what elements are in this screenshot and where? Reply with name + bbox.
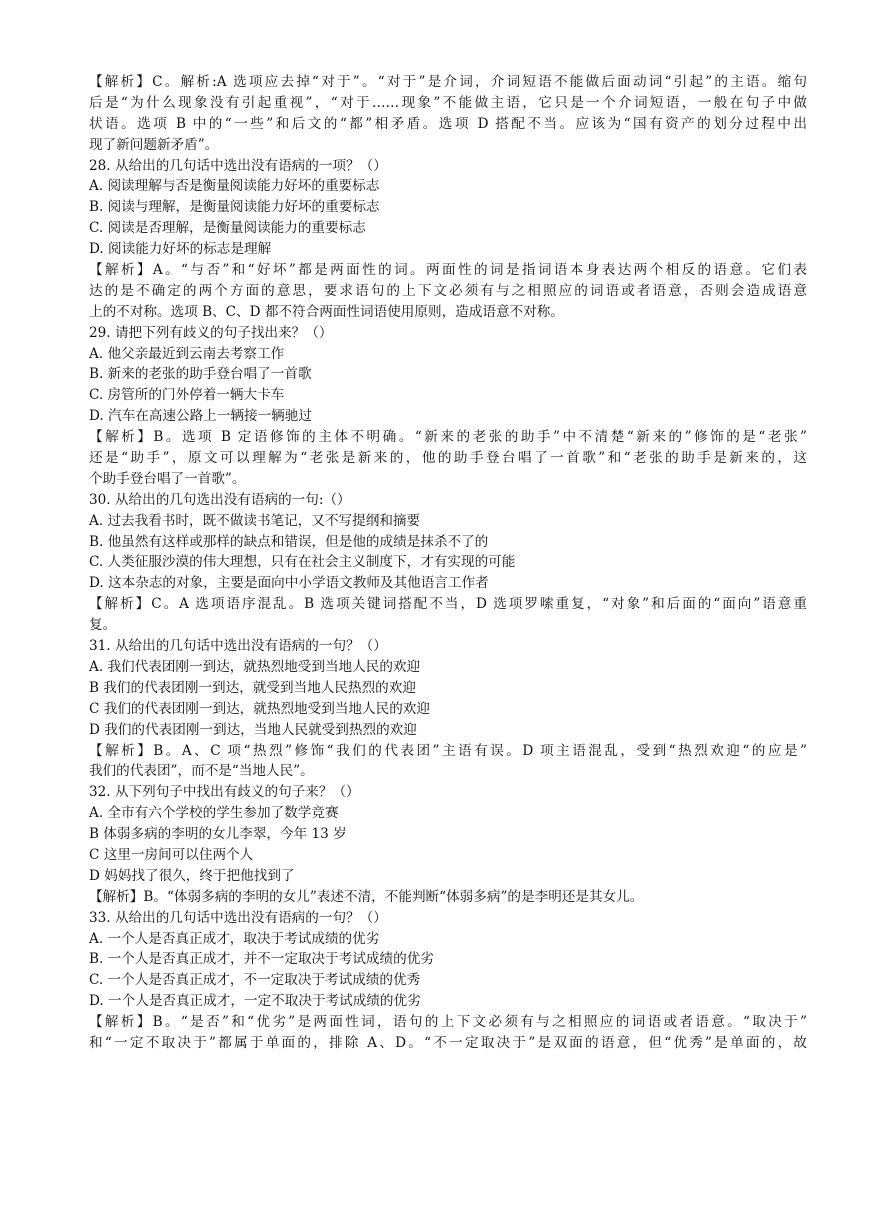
text-line: 复。	[89, 617, 117, 634]
option-c: C 这里一房间可以住两个人	[89, 846, 254, 863]
text-line: 上的不对称。选项 B、C、D 都不符合两面性词语使用原则，造成语意不对称。	[89, 303, 564, 320]
text-line: 和“一定不取决于”都属于单面的，排除 A、D。“不一定取决于”是双面的语意，但“优秀”是单面的，故	[89, 1034, 807, 1051]
option-c: C. 房管所的门外停着一辆大卡车	[89, 387, 285, 404]
option-b: B 我们的代表团刚一到达，就受到当地人民热烈的欢迎	[89, 679, 416, 696]
question-29: 29. 请把下列有歧义的句子找出来？（）	[89, 324, 333, 341]
option-a: A. 一个人是否真正成才，取决于考试成绩的优劣	[89, 930, 380, 947]
analysis-line: 【解析】A。“与否”和“好坏”都是两面性的词。两面性的词是指词语本身表达两个相反的语意。它们表	[89, 262, 807, 279]
document-page	[89, 72, 807, 1054]
option-a: A. 过去我看书时，既不做读书笔记，又不写提纲和摘要	[89, 512, 421, 529]
analysis-line: 【解析】C。A 选项语序混乱。B 选项关键词搭配不当，D 选项罗嗦重复，“对象”和后面的“面向”语意重	[89, 596, 807, 613]
option-b: B 体弱多病的李明的女儿李翠，今年 13 岁	[89, 826, 347, 843]
question-32: 32. 从下列句子中找出有歧义的句子来？（）	[89, 784, 360, 801]
option-c: C 我们的代表团刚一到达，就热烈地受到当地人民的欢迎	[89, 700, 430, 717]
text-line: 【解析】C。解析:A 选项应去掉“对于”。“对于”是介词，介词短语不能做后面动词“引起”的主语。缩句	[89, 74, 807, 90]
text-line: 后是“为什么现象没有引起重视”，“对于……现象”不能做主语，它只是一个介词短语，一般在句子中做	[89, 94, 807, 111]
option-d: D. 一个人是否真正成才，一定不取决于考试成绩的优劣	[89, 993, 421, 1010]
text-line: 个助手登台唱了一首歌”。	[89, 470, 246, 487]
analysis-line: 【解析】B。选项 B 定语修饰的主体不明确。“新来的老张的助手”中不清楚“新来的”修饰的是“老张”	[89, 429, 807, 446]
option-d: D. 阅读能力好坏的标志是理解	[89, 241, 272, 258]
option-b: B. 新来的老张的助手登台唱了一首歌	[89, 366, 312, 383]
option-a: A. 全市有六个学校的学生参加了数学竞赛	[89, 805, 339, 822]
text-line: 还是“助手”，原文可以理解为“老张是新来的，他的助手登台唱了一首歌”和“老张的助手是新来的，这	[89, 450, 807, 467]
option-c: C. 人类征服沙漠的伟大理想，只有在社会主义制度下，才有实现的可能	[89, 554, 516, 571]
analysis-line: 【解析】B。“体弱多病的李明的女儿”表述不清，不能判断“体弱多病”的是李明还是其女儿。	[89, 888, 644, 905]
option-b: B. 阅读与理解，是衡量阅读能力好坏的重要标志	[89, 199, 380, 216]
text-line: 现了新问题新矛盾”。	[89, 136, 219, 153]
question-28: 28. 从给出的几句话中选出没有语病的一项？（）	[89, 157, 387, 174]
analysis-line: 【解析】B。A、C 项“热烈”修饰“我们的代表团”主语有误。D 项主语混乱，受到“热烈欢迎“的应是”	[89, 742, 807, 759]
option-d: D 妈妈找了很久，终于把他找到了	[89, 867, 295, 884]
option-d: D. 汽车在高速公路上一辆接一辆驰过	[89, 408, 312, 425]
question-31: 31. 从给出的几句话中选出没有语病的一句？（）	[89, 638, 387, 655]
option-c: C. 阅读是否理解，是衡量阅读能力的重要标志	[89, 220, 366, 237]
option-b: B. 一个人是否真正成才，并不一定取决于考试成绩的优劣	[89, 951, 434, 968]
question-33: 33. 从给出的几句话中选出没有语病的一句？（）	[89, 909, 387, 926]
text-line: 达的是不确定的两个方面的意思，要求语句的上下文必须有与之相照应的词语或者语意，否则会造成语意	[89, 282, 807, 299]
option-c: C. 一个人是否真正成才，不一定取决于考试成绩的优秀	[89, 972, 421, 989]
text-line: 状语。选项 B 中的“一些”和后文的“都”相矛盾。选项 D 搭配不当。应该为“国有资产的划分过程中出	[89, 115, 807, 132]
option-d: D 我们的代表团刚一到达，当地人民就受到热烈的欢迎	[89, 721, 417, 738]
analysis-line: 【解析】B。“是否”和“优劣”是两面性词，语句的上下文必须有与之相照应的词语或者语意。“取决于”	[89, 1014, 807, 1031]
option-a: A. 我们代表团刚一到达，就热烈地受到当地人民的欢迎	[89, 658, 421, 675]
text-line: 我们的代表团”，而不是“当地人民”。	[89, 763, 314, 780]
option-a: A. 他父亲最近到云南去考察工作	[89, 345, 285, 362]
option-b: B. 他虽然有这样或那样的缺点和错误，但是他的成绩是抹杀不了的	[89, 533, 489, 550]
option-a: A. 阅读理解与否是衡量阅读能力好坏的重要标志	[89, 178, 380, 195]
option-d: D. 这本杂志的对象，主要是面向中小学语文教师及其他语言工作者	[89, 575, 489, 592]
question-30: 30. 从给出的几句选出没有语病的一句:（）	[89, 491, 351, 508]
